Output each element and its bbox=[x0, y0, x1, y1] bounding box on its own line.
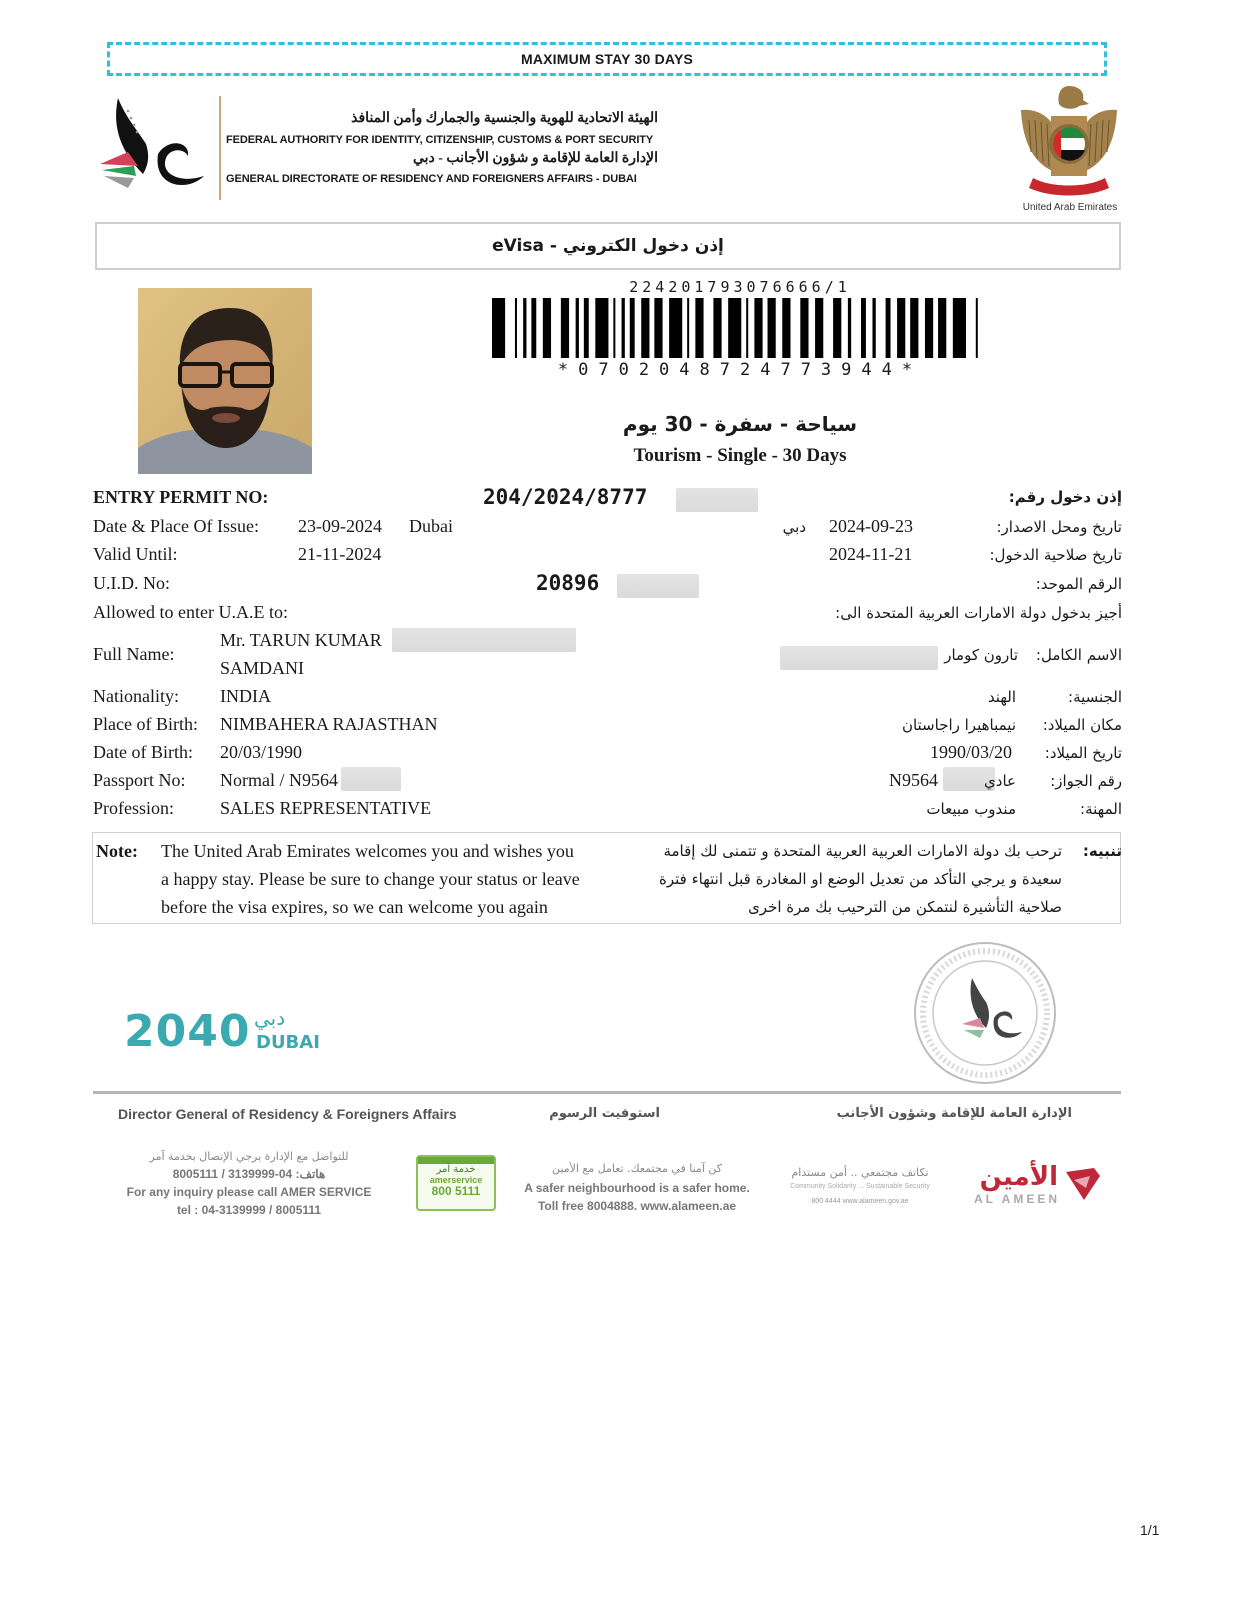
date-of-birth-value-ar: 1990/03/20 bbox=[930, 742, 1013, 762]
alameen-logo-en: AL AMEEN bbox=[974, 1192, 1061, 1206]
passport-redaction bbox=[341, 767, 401, 791]
alameen-slogan-en: A safer neighbourhood is a safer home. bbox=[524, 1181, 750, 1195]
barcode-bar bbox=[576, 298, 579, 358]
authority-name-ar: الهيئة الاتحادية للهوية والجنسية والجمارك وأمن المنافذ bbox=[351, 111, 658, 126]
passport-label-ar: رقم الجواز: bbox=[1050, 772, 1122, 790]
alameen-logo-ar: الأمين bbox=[979, 1162, 1058, 1192]
max-stay-text: MAXIMUM STAY 30 DAYS bbox=[520, 51, 694, 67]
amer-phone-ar: هاتف: 04-3139999 / 8005111 bbox=[172, 1167, 326, 1181]
dubai-2040-ar: دبي bbox=[254, 1006, 286, 1030]
note-line-en: The United Arab Emirates welcomes you and wishes you bbox=[161, 841, 574, 861]
barcode-bar bbox=[833, 298, 841, 358]
entry-permit-number: 204/2024/8777 bbox=[483, 485, 648, 509]
full-name-label: Full Name: bbox=[93, 644, 175, 664]
note-label: Note: bbox=[96, 841, 138, 861]
emblem-caption: United Arab Emirates bbox=[1022, 202, 1118, 213]
full-name-ar: تارون كومار bbox=[944, 646, 1018, 664]
profession-value: SALES REPRESENTATIVE bbox=[220, 798, 432, 818]
valid-until-date-ar: 2024-11-21 bbox=[829, 544, 913, 564]
community-contact: 800 4444 www.alameen.gov.ae bbox=[811, 1198, 909, 1205]
barcode-bar bbox=[886, 298, 891, 358]
directorate-name-ar: الإدارة العامة للإقامة و شؤون الأجانب - دبي bbox=[412, 151, 658, 166]
passport-value-ar: N9564 bbox=[889, 770, 938, 790]
nationality-value-ar: الهند bbox=[987, 688, 1016, 706]
barcode-bar bbox=[654, 298, 662, 358]
alameen-shield-icon bbox=[1064, 1166, 1102, 1202]
profession-label-ar: المهنة: bbox=[1080, 800, 1122, 818]
valid-until-label-ar: تاريخ صلاحية الدخول: bbox=[989, 546, 1122, 564]
barcode-bar bbox=[782, 298, 790, 358]
issue-date-ar: 2024-09-23 bbox=[829, 516, 913, 536]
valid-until-date: 21-11-2024 bbox=[298, 544, 382, 564]
entry-permit-label-ar: إذن دخول رقم: bbox=[1008, 488, 1122, 506]
document-title bbox=[95, 222, 1121, 270]
passport-value: Normal / N9564 bbox=[220, 770, 338, 790]
note-line-en: before the visa expires, so we can welcome you again bbox=[161, 897, 548, 917]
visa-type-en: Tourism - Single - 30 Days bbox=[633, 445, 847, 466]
dubai-2040-logo bbox=[124, 1004, 334, 1064]
barcode-bar bbox=[746, 298, 748, 358]
issue-label: Date & Place Of Issue: bbox=[93, 516, 259, 536]
page-number: 1/1 bbox=[1140, 1522, 1160, 1538]
nationality-value: INDIA bbox=[220, 686, 271, 706]
issue-place: Dubai bbox=[409, 516, 453, 536]
profession-label: Profession: bbox=[93, 798, 174, 818]
barcode-bar bbox=[561, 298, 569, 358]
barcode-bar bbox=[713, 298, 721, 358]
barcode-bar bbox=[515, 298, 517, 358]
amer-contact-ar: للتواصل مع الإدارة يرجي الإتصال بخدمة آمر bbox=[149, 1150, 349, 1163]
full-name-redaction bbox=[392, 628, 576, 652]
authority-name-en: FEDERAL AUTHORITY FOR IDENTITY, CITIZENSHIP, CUSTOMS & PORT SECURITY bbox=[226, 134, 654, 146]
barcode-bar bbox=[768, 298, 776, 358]
barcode-bar bbox=[728, 298, 741, 358]
note-line-ar: ترحب بك دولة الامارات العربية العربية المتحدة و تتمنى لك إقامة bbox=[663, 842, 1062, 860]
dubai-2040-number: 2040 bbox=[124, 1006, 251, 1057]
barcode-bar bbox=[897, 298, 905, 358]
uid-redaction bbox=[617, 574, 699, 598]
barcode-bar bbox=[815, 298, 823, 358]
barcode-bar bbox=[630, 298, 635, 358]
issue-place-ar: دبي bbox=[782, 518, 806, 536]
nationality-label-ar: الجنسية: bbox=[1068, 688, 1122, 706]
full-name-label-ar: الاسم الكامل: bbox=[1035, 646, 1122, 664]
note-line-ar: صلاحية التأشيرة لنتمكن من الترحيب بك مرة اخرى bbox=[748, 898, 1062, 916]
max-stay-banner bbox=[107, 42, 1107, 76]
barcode-bar bbox=[492, 298, 505, 358]
amer-tel: tel : 04-3139999 / 8005111 bbox=[176, 1203, 322, 1217]
note-label-ar: تنبيه: bbox=[1082, 842, 1122, 860]
ica-falcon-logo bbox=[98, 96, 208, 196]
community-slogan-ar: تكاتف مجتمعي .. أمن مستدام bbox=[791, 1166, 929, 1179]
official-stamp bbox=[910, 940, 1060, 1086]
uid-number: 20896 bbox=[536, 571, 600, 595]
amer-inquiry-en: For any inquiry please call AMER SERVICE bbox=[126, 1185, 372, 1199]
barcode-bar bbox=[872, 298, 875, 358]
barcode-bar bbox=[800, 298, 808, 358]
barcode-bar bbox=[910, 298, 918, 358]
alameen-slogan-ar: كن آمنا في مجتمعك. تعامل مع الأمين bbox=[552, 1162, 722, 1175]
profession-value-ar: مندوب مبيعات bbox=[926, 800, 1016, 818]
allowed-label-ar: أجيز بدخول دولة الامارات العربية المتحدة الى: bbox=[835, 604, 1122, 622]
barcode-bar bbox=[754, 298, 762, 358]
visa-type-ar: سياحة - سفرة - 30 يوم bbox=[622, 412, 858, 436]
barcode-bar bbox=[622, 298, 625, 358]
barcode-bar bbox=[584, 298, 589, 358]
barcode-bar bbox=[848, 298, 851, 358]
barcode-bar bbox=[695, 298, 703, 358]
amer-badge-number: 800 5111 bbox=[431, 1184, 481, 1198]
barcode-bar bbox=[861, 298, 866, 358]
community-slogan-en: Community Solidarity ... Sustainable Security bbox=[790, 1183, 930, 1190]
place-of-birth-label: Place of Birth: bbox=[93, 714, 198, 734]
alameen-tollfree: Toll free 8004888. www.alameen.ae bbox=[537, 1199, 737, 1213]
barcode-reference-number: 224201793076666/1 bbox=[629, 278, 851, 296]
uid-label-ar: الرقم الموحد: bbox=[1035, 575, 1122, 593]
alameen-logo bbox=[972, 1162, 1104, 1210]
fees-paid-ar: استوفيت الرسوم bbox=[549, 1106, 660, 1121]
barcode-bar bbox=[669, 298, 682, 358]
note-line-en: a happy stay. Please be sure to change your status or leave bbox=[161, 869, 580, 889]
barcode-bar bbox=[595, 298, 608, 358]
entry-permit-redaction bbox=[676, 488, 758, 512]
footer-rule bbox=[93, 1091, 1121, 1094]
uid-label: U.I.D. No: bbox=[93, 573, 170, 593]
full-name-ar-redaction bbox=[780, 646, 938, 670]
barcode-bar bbox=[641, 298, 649, 358]
allowed-label: Allowed to enter U.A.E to: bbox=[93, 602, 288, 622]
barcode-bar bbox=[953, 298, 966, 358]
date-of-birth-label-ar: تاريخ الميلاد: bbox=[1044, 744, 1122, 762]
place-of-birth-value: NIMBAHERA RAJASTHAN bbox=[220, 714, 438, 734]
barcode-bar bbox=[531, 298, 536, 358]
note-line-ar: سعيدة و يرجي التأكد من تعديل الوضع او المغادرة قبل انتهاء فترة bbox=[658, 870, 1062, 888]
full-name-line2: SAMDANI bbox=[220, 658, 305, 678]
barcode-number: *0702048724773944* bbox=[557, 360, 923, 380]
barcode-bar bbox=[523, 298, 526, 358]
amer-badge-ar: خدمة آمر bbox=[436, 1164, 476, 1175]
director-general-title: Director General of Residency & Foreigners Affairs bbox=[118, 1106, 457, 1122]
directorate-name-en: GENERAL DIRECTORATE OF RESIDENCY AND FOREIGNERS AFFAIRS - DUBAI bbox=[226, 173, 637, 185]
date-of-birth-label: Date of Birth: bbox=[93, 742, 193, 762]
nationality-label: Nationality: bbox=[93, 686, 179, 706]
barcode-bar bbox=[613, 298, 615, 358]
amer-badge-en: amerservice bbox=[429, 1175, 483, 1185]
footer-directorate-ar: الإدارة العامة للإقامة وشؤون الأجانب bbox=[836, 1106, 1072, 1121]
dubai-2040-en: DUBAI bbox=[256, 1032, 320, 1053]
barcode-bar bbox=[925, 298, 933, 358]
entry-permit-label: ENTRY PERMIT NO: bbox=[93, 487, 269, 507]
passport-type-ar: عادي bbox=[984, 772, 1016, 790]
full-name-line1: Mr. TARUN KUMAR bbox=[220, 630, 382, 650]
passport-label: Passport No: bbox=[93, 770, 186, 790]
issue-label-ar: تاريخ ومحل الاصدار: bbox=[996, 518, 1122, 536]
amer-service-badge bbox=[416, 1155, 496, 1211]
uae-emblem-icon bbox=[1015, 80, 1123, 202]
barcode-bar bbox=[543, 298, 551, 358]
header-divider bbox=[219, 96, 221, 200]
date-of-birth-value: 20/03/1990 bbox=[220, 742, 303, 762]
issue-date: 23-09-2024 bbox=[298, 516, 382, 536]
barcode-bar bbox=[687, 298, 689, 358]
place-of-birth-label-ar: مكان الميلاد: bbox=[1042, 716, 1122, 734]
place-of-birth-value-ar: نيمباهيرا راجاستان bbox=[901, 716, 1016, 734]
document-title-text: إذن دخول الكتروني - eVisa bbox=[492, 236, 724, 256]
barcode-bar bbox=[938, 298, 946, 358]
barcode bbox=[492, 298, 984, 358]
applicant-photo bbox=[138, 288, 312, 474]
barcode-bar bbox=[976, 298, 978, 358]
valid-until-label: Valid Until: bbox=[93, 544, 178, 564]
